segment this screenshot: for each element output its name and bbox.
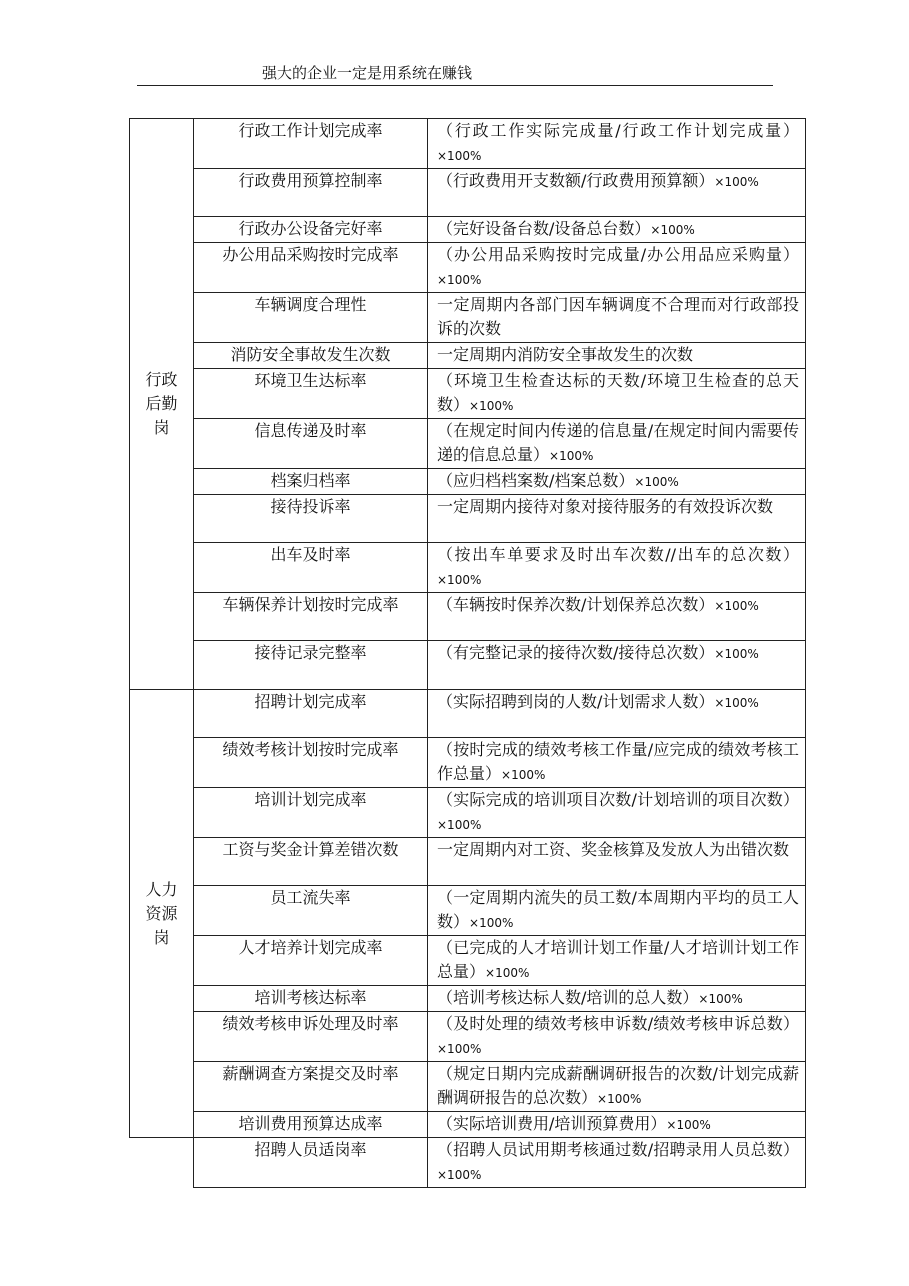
formula-text: （环境卫生检查达标的天数/环境卫生检查的总天数） (437, 371, 799, 414)
indicator-cell: 培训费用预算达成率 (194, 1112, 428, 1138)
formula-suffix: ×100% (666, 1118, 711, 1132)
formula-cell (428, 1112, 806, 1138)
table-row (130, 243, 806, 293)
formula-text: （培训考核达标人数/培训的总人数） (437, 988, 699, 1007)
formula-text: 一定周期内各部门因车辆调度不合理而对行政部投诉的次数 (437, 295, 799, 338)
indicator-cell: 环境卫生达标率 (194, 369, 428, 419)
formula-text: （行政工作实际完成量/行政工作计划完成量） (437, 121, 799, 140)
formula-text: （在规定时间内传递的信息量/在规定时间内需要传递的信息总量） (437, 421, 799, 464)
formula-text: 一定周期内接待对象对接待服务的有效投诉次数 (437, 497, 774, 516)
table-row (130, 495, 806, 543)
indicator-cell: 出车及时率 (194, 543, 428, 593)
formula-cell (428, 886, 806, 936)
formula-text: （应归档档案数/档案总数） (437, 471, 635, 490)
indicator-cell: 档案归档率 (194, 469, 428, 495)
formula-cell (428, 1012, 806, 1062)
indicator-cell: 车辆调度合理性 (194, 293, 428, 343)
indicator-cell: 行政工作计划完成率 (194, 119, 428, 169)
indicator-cell: 培训计划完成率 (194, 788, 428, 838)
indicator-cell: 招聘计划完成率 (194, 690, 428, 738)
indicator-cell: 消防安全事故发生次数 (194, 343, 428, 369)
formula-text: （实际招聘到岗的人数/计划需求人数） (437, 692, 715, 711)
indicator-cell: 薪酬调查方案提交及时率 (194, 1062, 428, 1112)
indicator-cell: 人才培养计划完成率 (194, 936, 428, 986)
table-row (130, 738, 806, 788)
table-row (130, 343, 806, 369)
page-header-title: 强大的企业一定是用系统在赚钱 (262, 64, 473, 82)
formula-cell (428, 543, 806, 593)
formula-suffix: ×100% (437, 818, 482, 832)
formula-suffix: ×100% (698, 992, 743, 1006)
formula-text: （有完整记录的接待次数/接待总次数） (437, 643, 715, 662)
indicator-cell: 绩效考核申诉处理及时率 (194, 1012, 428, 1062)
formula-text: （办公用品采购按时完成量/办公用品应采购量） (437, 245, 799, 264)
category-label: 人力资源岗 (145, 879, 178, 947)
formula-text: （及时处理的绩效考核申诉数/绩效考核申诉总数） (437, 1014, 799, 1033)
indicator-cell: 信息传递及时率 (194, 419, 428, 469)
formula-cell (428, 936, 806, 986)
formula-cell (428, 419, 806, 469)
formula-suffix: ×100% (714, 599, 759, 613)
formula-text: （实际完成的培训项目次数/计划培训的项目次数） (437, 790, 799, 809)
table-row (130, 543, 806, 593)
indicator-cell: 行政办公设备完好率 (194, 217, 428, 243)
formula-cell (428, 169, 806, 217)
formula-suffix: ×100% (714, 696, 759, 710)
category-label: 行政后勤岗 (145, 370, 178, 437)
formula-text: （招聘人员试用期考核通过数/招聘录用人员总数） (437, 1140, 799, 1159)
formula-suffix: ×100% (501, 768, 546, 782)
formula-suffix: ×100% (437, 1168, 482, 1182)
table-row (130, 1112, 806, 1138)
formula-cell (428, 1062, 806, 1112)
formula-cell (428, 293, 806, 343)
empty-category-cell (130, 1138, 194, 1188)
table-row (130, 469, 806, 495)
indicator-cell: 车辆保养计划按时完成率 (194, 593, 428, 641)
formula-suffix: ×100% (714, 175, 759, 189)
header-rule (137, 85, 773, 86)
formula-cell (428, 469, 806, 495)
indicator-cell: 员工流失率 (194, 886, 428, 936)
formula-suffix: ×100% (714, 647, 759, 661)
table-row (130, 886, 806, 936)
indicator-cell: 接待记录完整率 (194, 641, 428, 690)
table-row (130, 169, 806, 217)
formula-text: （行政费用开支数额/行政费用预算额） (437, 171, 715, 190)
formula-text: （车辆按时保养次数/计划保养总次数） (437, 595, 715, 614)
formula-cell (428, 788, 806, 838)
indicator-cell: 工资与奖金计算差错次数 (194, 838, 428, 886)
formula-suffix: ×100% (437, 1042, 482, 1056)
indicator-cell: 绩效考核计划按时完成率 (194, 738, 428, 788)
formula-suffix: ×100% (549, 449, 594, 463)
formula-cell (428, 738, 806, 788)
category-cell (130, 119, 194, 690)
formula-suffix: ×100% (485, 966, 530, 980)
formula-cell (428, 217, 806, 243)
formula-cell (428, 838, 806, 886)
formula-text: 一定周期内消防安全事故发生的次数 (437, 345, 694, 364)
table-row (130, 593, 806, 641)
table-row (130, 641, 806, 690)
table-row (130, 788, 806, 838)
formula-suffix: ×100% (634, 475, 679, 489)
formula-suffix: ×100% (437, 149, 482, 163)
table-row (130, 1062, 806, 1112)
table-row (130, 838, 806, 886)
table-row (130, 217, 806, 243)
table-row (130, 690, 806, 738)
kpi-table-body (130, 119, 806, 1188)
table-row (130, 293, 806, 343)
formula-text: （一定周期内流失的员工数/本周期内平均的员工人数） (437, 888, 799, 931)
formula-text: （按时完成的绩效考核工作量/应完成的绩效考核工作总量） (437, 740, 799, 783)
formula-cell (428, 986, 806, 1012)
indicator-cell: 招聘人员适岗率 (194, 1138, 428, 1188)
formula-text: （实际培训费用/培训预算费用） (437, 1114, 667, 1133)
table-row (130, 1138, 806, 1188)
table-row (130, 119, 806, 169)
table-row (130, 1012, 806, 1062)
kpi-table (129, 118, 806, 1188)
formula-cell (428, 369, 806, 419)
indicator-cell: 行政费用预算控制率 (194, 169, 428, 217)
formula-text: 一定周期内对工资、奖金核算及发放人为出错次数 (437, 840, 790, 859)
formula-cell (428, 593, 806, 641)
formula-cell (428, 343, 806, 369)
formula-cell (428, 690, 806, 738)
formula-suffix: ×100% (469, 916, 514, 930)
formula-suffix: ×100% (597, 1092, 642, 1106)
indicator-cell: 培训考核达标率 (194, 986, 428, 1012)
formula-suffix: ×100% (650, 223, 695, 237)
formula-text: （已完成的人才培训计划工作量/人才培训计划工作总量） (437, 938, 799, 981)
table-row (130, 369, 806, 419)
formula-text: （按出车单要求及时出车次数//出车的总次数） (437, 545, 799, 564)
indicator-cell: 接待投诉率 (194, 495, 428, 543)
formula-cell (428, 1138, 806, 1188)
formula-suffix: ×100% (437, 273, 482, 287)
formula-text: （规定日期内完成薪酬调研报告的次数/计划完成薪酬调研报告的总次数） (437, 1064, 799, 1107)
formula-cell (428, 641, 806, 690)
table-row (130, 936, 806, 986)
formula-cell (428, 243, 806, 293)
formula-suffix: ×100% (437, 573, 482, 587)
formula-cell (428, 495, 806, 543)
formula-cell (428, 119, 806, 169)
table-row (130, 419, 806, 469)
formula-suffix: ×100% (469, 399, 514, 413)
formula-text: （完好设备台数/设备总台数） (437, 219, 651, 238)
category-cell (130, 690, 194, 1138)
indicator-cell: 办公用品采购按时完成率 (194, 243, 428, 293)
table-row (130, 986, 806, 1012)
